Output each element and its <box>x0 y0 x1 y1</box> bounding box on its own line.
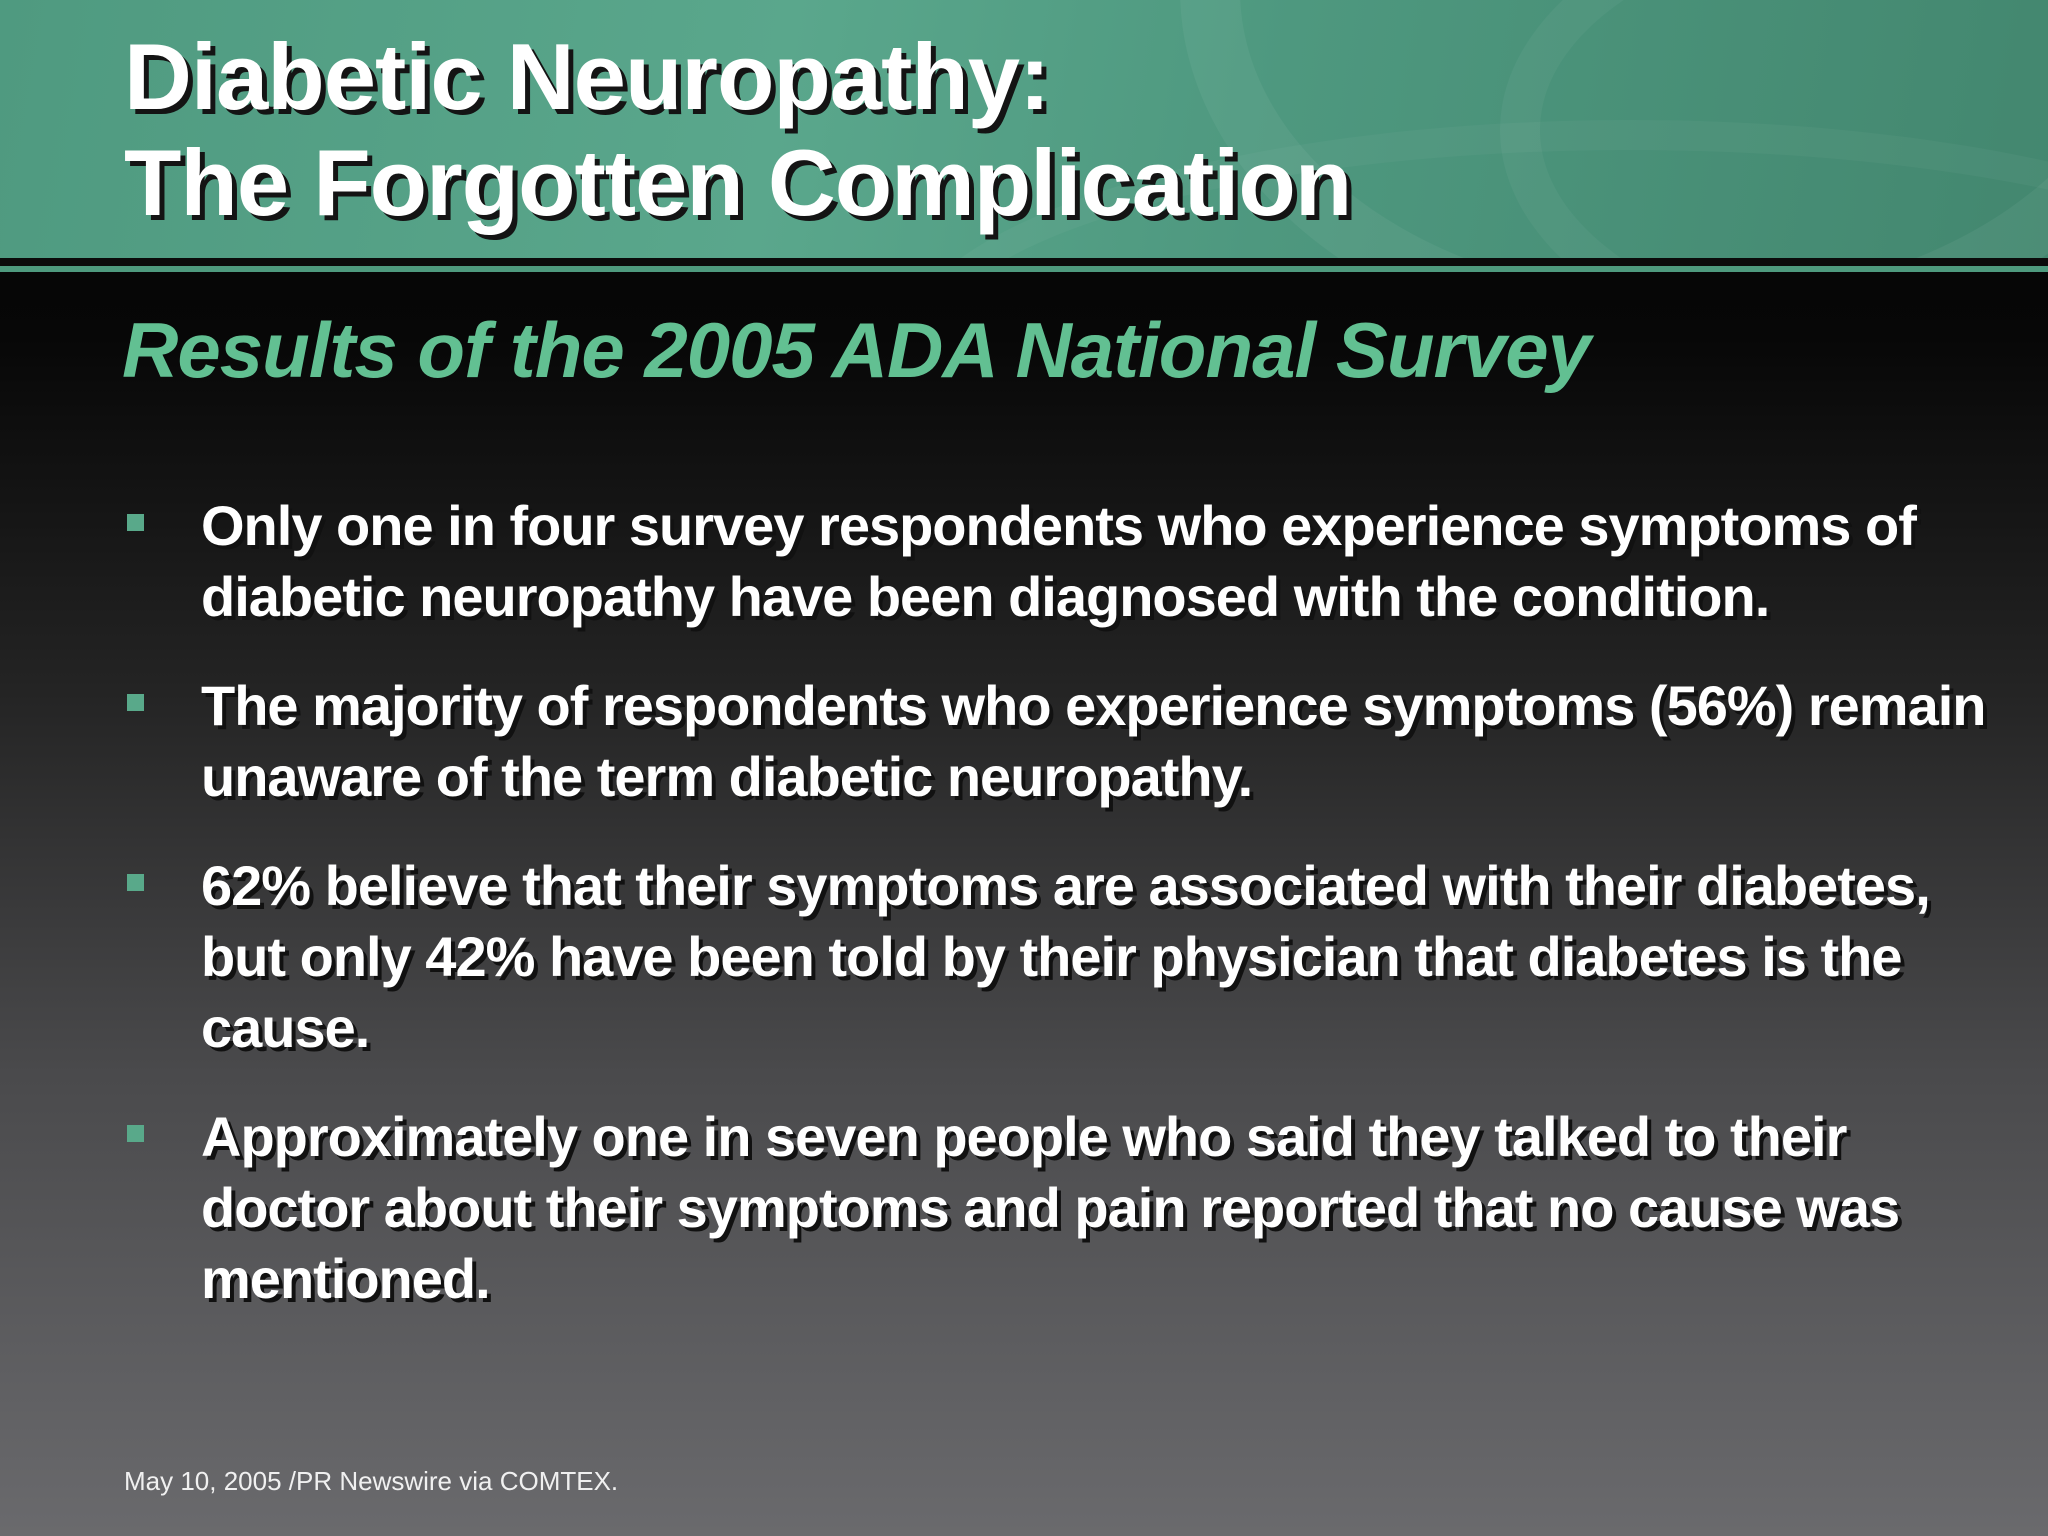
slide-title-line-2: The Forgotten Complication <box>124 130 1352 235</box>
bullet-text: 62% believe that their symptoms are associated with their diabetes, but only 42% have been told by their physician that diabetes is the cause. <box>201 854 1930 1059</box>
banner-divider-green <box>0 266 2048 272</box>
square-bullet-icon <box>127 514 144 531</box>
bullet-text: Only one in four survey respondents who experience symptoms of diabetic neuropathy have been diagnosed with the condition. <box>201 494 1916 628</box>
bullet-item <box>124 490 2004 632</box>
bullet-text: Approximately one in seven people who said they talked to their doctor about their symptoms and pain reported that no cause was mentioned. <box>201 1105 1900 1310</box>
bullet-item <box>124 670 2004 812</box>
banner-divider-dark <box>0 258 2048 266</box>
slide-subtitle: Results of the 2005 ADA National Survey <box>122 306 1590 394</box>
square-bullet-icon <box>127 1125 144 1142</box>
bullet-item <box>124 1101 2004 1314</box>
bullet-list <box>124 490 2004 1352</box>
slide-title-line-1: Diabetic Neuropathy: <box>124 24 1050 129</box>
bullet-text: The majority of respondents who experience symptoms (56%) remain unaware of the term diabetic neuropathy. <box>201 674 1986 808</box>
bullet-item <box>124 850 2004 1063</box>
square-bullet-icon <box>127 694 144 711</box>
slide-title <box>124 24 1351 236</box>
square-bullet-icon <box>127 874 144 891</box>
source-citation: May 10, 2005 /PR Newswire via COMTEX. <box>124 1466 619 1496</box>
